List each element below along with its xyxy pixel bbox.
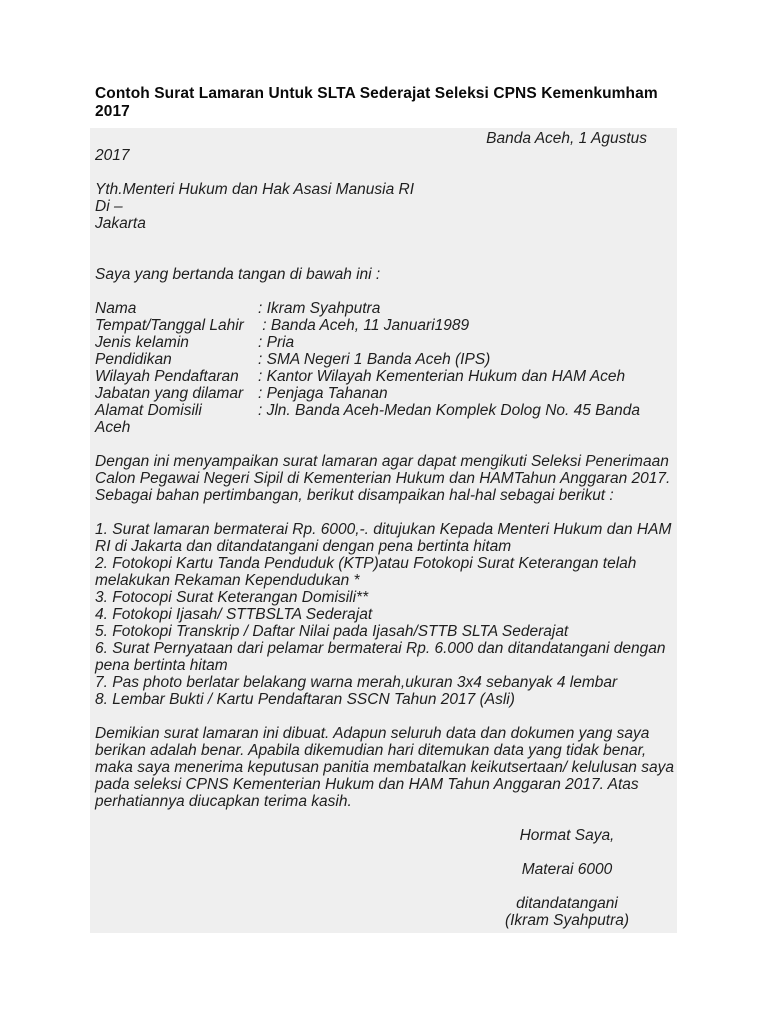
detail-label: Pendidikan [95, 351, 172, 368]
requirement-line: pena bertinta hitam [95, 657, 228, 674]
date-line: Banda Aceh, 1 Agustus [486, 130, 647, 147]
requirement-line: 8. Lembar Bukti / Kartu Pendaftaran SSCN Tahun 2017 (Asli) [95, 691, 515, 708]
detail-row [95, 300, 677, 317]
letter-salutation [95, 266, 677, 283]
letter-opening-paragraph [95, 453, 677, 504]
requirements-list [95, 521, 677, 708]
requirement-line: 2. Fotokopi Kartu Tanda Penduduk (KTP)atau Fotokopi Surat Keterangan telah [95, 555, 637, 572]
detail-value: : Kantor Wilayah Kementerian Hukum dan HAM Aceh [258, 368, 626, 385]
requirement-line: 7. Pas photo berlatar belakang warna merah,ukuran 3x4 sebanyak 4 lembar [95, 674, 618, 691]
detail-value: : Ikram Syahputra [258, 300, 381, 317]
detail-wrap-line: Aceh [95, 419, 131, 436]
document-title-line: 2017 [95, 102, 130, 120]
requirement-line: melakukan Rekaman Kependudukan * [95, 572, 360, 589]
detail-row [95, 385, 677, 402]
closing-line: berikan adalah benar. Apabila dikemudian hari ditemukan data yang tidak benar, [95, 742, 647, 759]
applicant-details [95, 300, 677, 436]
closing-line: perhatiannya diucapkan terima kasih. [95, 793, 352, 810]
detail-row [95, 402, 677, 419]
signature-block [487, 827, 647, 929]
document-title [95, 85, 695, 120]
requirement-line: RI di Jakarta dan ditandatangani dengan pena bertinta hitam [95, 538, 512, 555]
detail-label: Jenis kelamin [95, 334, 189, 351]
closing-line: pada seleksi CPNS Kementerian Hukum dan HAM Tahun Anggaran 2017. Atas [95, 776, 639, 793]
opening-line: Calon Pegawai Negeri Sipil di Kementerian Hukum dan HAMTahun Anggaran 2017. [95, 470, 671, 487]
signature-line [487, 844, 647, 861]
detail-row [95, 334, 677, 351]
applicant-details-rows [95, 300, 677, 419]
recipient-line: Yth.Menteri Hukum dan Hak Asasi Manusia RI [95, 181, 415, 198]
requirement-line: 1. Surat lamaran bermaterai Rp. 6000,-. ditujukan Kepada Menteri Hukum dan HAM [95, 521, 672, 538]
detail-row [95, 368, 677, 385]
detail-value: : Pria [258, 334, 295, 351]
signature-line: Materai 6000 [521, 861, 613, 878]
letter-closing-paragraph [95, 725, 677, 810]
signature-line [487, 878, 647, 895]
detail-row [95, 317, 677, 334]
salutation-line: Saya yang bertanda tangan di bawah ini : [95, 266, 381, 283]
signature-line: Hormat Saya, [519, 827, 615, 844]
detail-value: : Jln. Banda Aceh-Medan Komplek Dolog No. 45 Banda [258, 402, 640, 419]
date-wrap-line: 2017 [95, 147, 130, 164]
detail-label: Tempat/Tanggal Lahir [95, 317, 244, 334]
detail-label: Wilayah Pendaftaran [95, 368, 239, 385]
opening-line: Dengan ini menyampaikan surat lamaran agar dapat mengikuti Seleksi Penerimaan [95, 453, 669, 470]
requirement-line: 4. Fotokopi Ijasah/ STTBSLTA Sederajat [95, 606, 373, 623]
detail-label: Jabatan yang dilamar [95, 385, 244, 402]
detail-value: : Banda Aceh, 11 Januari1989 [258, 317, 470, 334]
requirement-line: 6. Surat Pernyataan dari pelamar bermaterai Rp. 6.000 dan ditandatangani dengan [95, 640, 666, 657]
signature-line: ditandatangani [516, 895, 618, 912]
recipient-line: Di – [95, 198, 123, 215]
letter-date [95, 130, 677, 164]
detail-row [95, 351, 677, 368]
requirement-line: 5. Fotokopi Transkrip / Daftar Nilai pada Ijasah/STTB SLTA Sederajat [95, 623, 569, 640]
document-title-line: Contoh Surat Lamaran Untuk SLTA Sederajat Seleksi CPNS Kemenkumham [95, 85, 658, 102]
requirement-line: 3. Fotocopi Surat Keterangan Domisili** [95, 589, 369, 606]
opening-line: Sebagai bahan pertimbangan, berikut disampaikan hal-hal sebagai berikut : [95, 487, 614, 504]
detail-value: : SMA Negeri 1 Banda Aceh (IPS) [258, 351, 491, 368]
closing-line: Demikian surat lamaran ini dibuat. Adapun seluruh data dan dokumen yang saya [95, 725, 650, 742]
signature-line: (Ikram Syahputra) [504, 912, 630, 929]
letter-body [90, 128, 677, 933]
detail-label: Nama [95, 300, 137, 317]
letter-recipient [95, 181, 677, 232]
detail-label: Alamat Domisili [95, 402, 202, 419]
closing-line: maka saya menerima keputusan panitia membatalkan keikutsertaan/ kelulusan saya [95, 759, 674, 776]
recipient-line: Jakarta [95, 215, 146, 232]
detail-value: : Penjaga Tahanan [258, 385, 388, 402]
